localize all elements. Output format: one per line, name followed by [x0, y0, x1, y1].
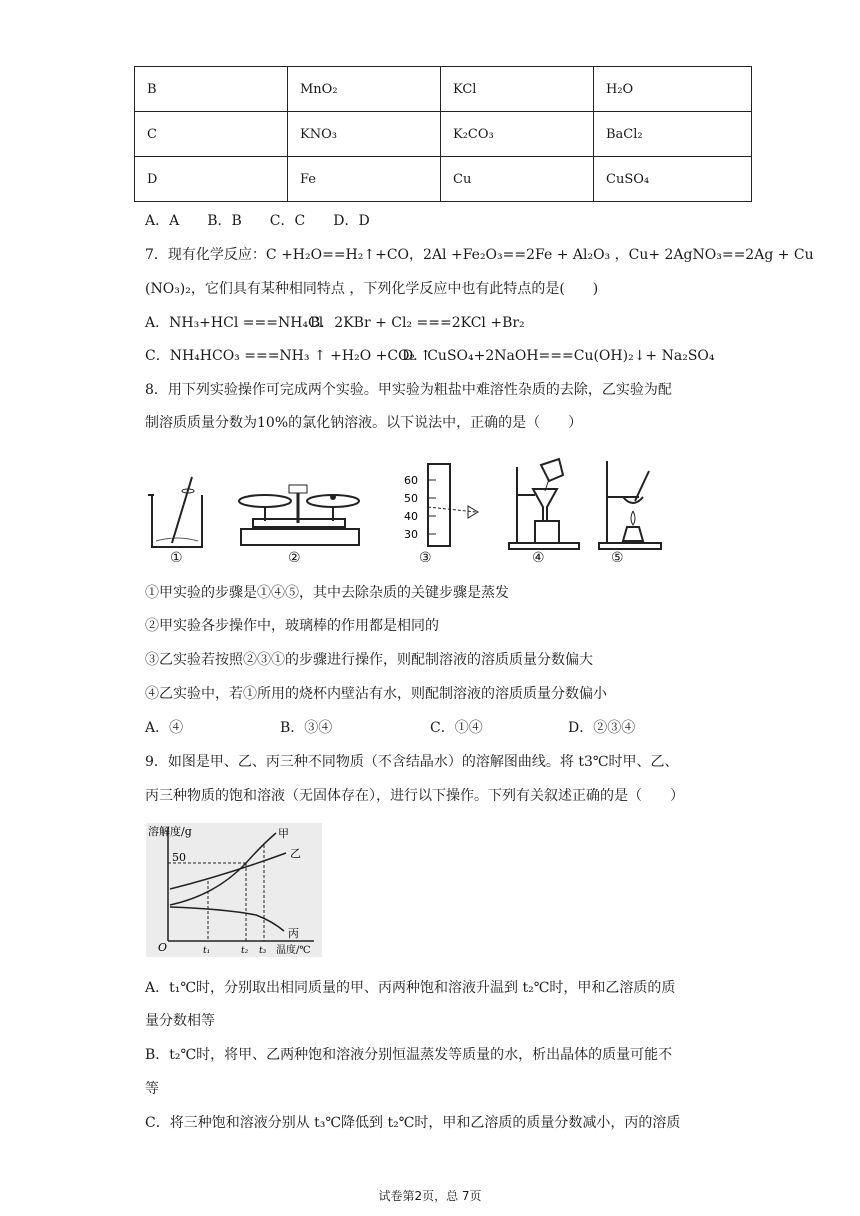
x-tick-t2: t₂ — [241, 946, 249, 956]
q8-statement-2: ②甲实验各步操作中，玻璃棒的作用都是相同的 — [145, 618, 439, 634]
q9-option-a-line2: 量分数相等 — [145, 1013, 215, 1029]
x-tick-t3: t₃ — [259, 946, 267, 956]
q9-option-b-line1: B．t₂℃时，将甲、乙两种饱和溶液分别恒温蒸发等质量的水，析出晶体的质量可能不 — [145, 1047, 673, 1063]
table-cell: D — [135, 157, 288, 202]
x-tick-t1: t₁ — [203, 946, 211, 956]
table-row — [135, 67, 752, 112]
figure-label-1: ① — [170, 550, 183, 566]
options-table — [134, 66, 752, 202]
q7-stem-line1: 7．现有化学反应：C +H₂O==H₂↑+CO，2Al +Fe₂O₃==2Fe + Al₂O₃ ，Cu+ 2AgNO₃==2Ag + Cu — [145, 247, 814, 263]
q7-option-c: C．NH₄HCO₃ ===NH₃ ↑ +H₂O +CO₂ ↑ — [145, 348, 432, 364]
cylinder-tick: 30 — [404, 528, 418, 541]
table-cell: MnO₂ — [288, 67, 441, 112]
curve-label-yi: 乙 — [290, 847, 301, 860]
y-axis-label: 溶解度/g — [148, 825, 192, 838]
table-cell: H₂O — [594, 67, 752, 112]
q7-option-d: D．CuSO₄+2NaOH===Cu(OH)₂↓+ Na₂SO₄ — [402, 348, 715, 364]
table-row — [135, 157, 752, 202]
q8-statement-1: ①甲实验的步骤是①④⑤，其中去除杂质的关键步骤是蒸发 — [145, 585, 509, 601]
q8-statement-3: ③乙实验若按照②③①的步骤进行操作，则配制溶液的溶质质量分数偏大 — [145, 652, 593, 668]
curve-label-bing: 丙 — [288, 927, 299, 940]
q9-option-c-line1: C．将三种饱和溶液分别从 t₃℃降低到 t₂℃时，甲和乙溶质的质量分数减小，丙的溶质 — [145, 1115, 681, 1131]
solubility-curve-graph — [146, 823, 322, 957]
page-footer: 试卷第2页，总 7页 — [378, 1189, 482, 1203]
cylinder-tick: 50 — [404, 492, 418, 505]
evaporation-apparatus-icon — [595, 457, 665, 552]
q9-stem-line1: 9．如图是甲、乙、丙三种不同物质（不含结晶水）的溶解图曲线。将 t3℃时甲、乙、 — [145, 754, 679, 770]
q8-stem-line1: 8．用下列实验操作可完成两个实验。甲实验为粗盐中难溶性杂质的去除，乙实验为配 — [145, 382, 672, 398]
table-cell: B — [135, 67, 288, 112]
origin-label: O — [158, 941, 168, 954]
q6-options: A．A B．B C．C D．D — [145, 213, 370, 229]
curve-jia — [170, 833, 276, 905]
table-cell: CuSO₄ — [594, 157, 752, 202]
q9-option-b-line2: 等 — [145, 1081, 159, 1097]
table-cell: BaCl₂ — [594, 112, 752, 157]
q9-stem-line2: 丙三种物质的饱和溶液（无固体存在），进行以下操作。下列有关叙述正确的是（ ） — [145, 788, 684, 804]
q8-option-a: A．④ — [145, 720, 184, 736]
q7-stem-line2: (NO₃)₂，它们具有某种相同特点 ，下列化学反应中也有此特点的是( ) — [145, 281, 599, 297]
beaker-icon — [140, 475, 215, 555]
curve-yi — [170, 853, 286, 889]
cylinder-tick: 40 — [404, 510, 418, 523]
y-tick-50: 50 — [172, 851, 186, 864]
q7-option-b: B．2KBr + Cl₂ ===2KCl +Br₂ — [310, 315, 525, 331]
graduated-cylinder-icon — [402, 460, 482, 550]
figure-label-2: ② — [288, 550, 301, 566]
q8-option-d: D．②③④ — [568, 720, 636, 736]
curve-bing — [170, 907, 284, 931]
table-cell: Fe — [288, 157, 441, 202]
q8-statement-4: ④乙实验中，若①所用的烧杯内壁沾有水，则配制溶液的溶质质量分数偏小 — [145, 686, 607, 702]
table-cell: KNO₃ — [288, 112, 441, 157]
table-cell: C — [135, 112, 288, 157]
table-cell: KCl — [441, 67, 594, 112]
q9-option-a-line1: A．t₁℃时，分别取出相同质量的甲、丙两种饱和溶液升温到 t₂℃时，甲和乙溶质的质 — [145, 980, 676, 996]
cylinder-tick: 60 — [404, 474, 418, 487]
lab-apparatus-figure — [140, 455, 660, 570]
figure-label-5: ⑤ — [611, 550, 624, 566]
x-axis-label: 温度/℃ — [276, 945, 311, 956]
balance-scale-icon — [235, 483, 365, 551]
curve-label-jia: 甲 — [278, 827, 289, 840]
q8-option-c: C．①④ — [430, 720, 483, 736]
filtration-apparatus-icon — [505, 457, 585, 552]
q8-stem-line2: 制溶质质量分数为10%的氯化钠溶液。以下说法中，正确的是（ ） — [145, 415, 583, 431]
table-cell: K₂CO₃ — [441, 112, 594, 157]
figure-label-4: ④ — [532, 550, 545, 566]
q8-option-b: B．③④ — [280, 720, 333, 736]
table-row — [135, 112, 752, 157]
table-cell: Cu — [441, 157, 594, 202]
figure-label-3: ③ — [419, 550, 432, 566]
solubility-curve-svg — [146, 823, 322, 957]
q7-option-a: A．NH₃+HCl ===NH₄Cl — [145, 315, 324, 331]
